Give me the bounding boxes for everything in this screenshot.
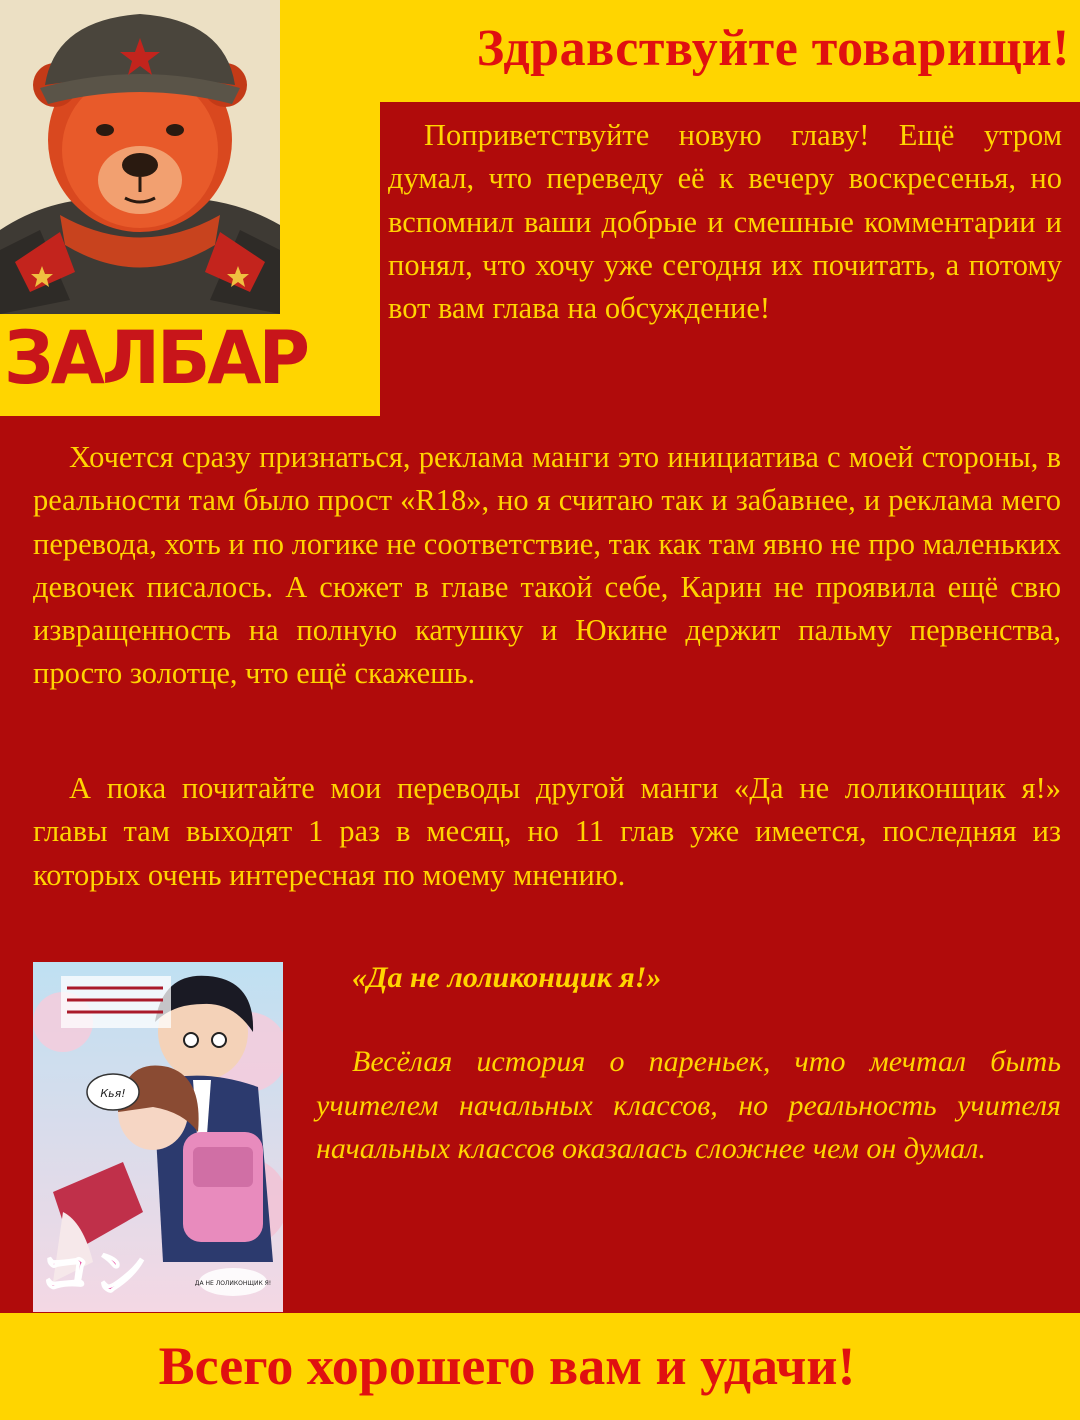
intro-paragraph [388,114,1062,330]
cover-subtitle-text: ДА НЕ ЛОЛИКОНЩИК Я! [194,1280,272,1287]
manga-title: «Да не лоликонщик я!» [352,961,662,994]
manga-description [316,1040,1061,1171]
logo-text: ЗАЛБАР [4,314,307,402]
bear-illustration [0,0,280,314]
body-paragraph-2-text: А пока почитайте мои переводы другой манги «Да не лоликонщик я!» главы там выходят 1 раз в месяц, но 11 глав уже имеется, последняя из которых очень интересная по моему мнению. [33,771,1061,892]
intro-text: Поприветствуйте новую главу! Ещё утром думал, что переведу её к вечеру воскресенья, но вспомнил ваши добрые и смешные комментарии и понял, что хочу уже сегодня их почитать, а потому вот вам глава на обсуждение! [388,118,1062,326]
cover-speech-text: Кья! [100,1087,126,1100]
body-paragraph-1 [33,436,1061,696]
farewell-heading: Всего хорошего вам и удачи! [158,1336,856,1396]
cover-logo-text: コン [39,1242,147,1305]
manga-cover-image [33,962,283,1312]
manga-description-text: Весёлая история о пареньек, что мечтал быть учителем начальных классов, но реальность учителя начальных классов оказалась сложнее чем он думал. [316,1045,1061,1165]
body-paragraph-1-text: Хочется сразу признаться, реклама манги это инициатива с моей стороны, в реальности там было прост «R18», но я считаю так и забавнее, и реклама мего перевода, хоть и по логике не соответствие, так как там явно не про маленьких девочек писалось. А сюжет в главе такой себе, Карин не проявила ещё свю извращенность на полную катушку и Юкине держит пальму первенства, просто золотце, что ещё скажешь. [33,440,1061,691]
body-paragraph-2 [33,767,1061,897]
greeting-heading: Здравствуйте товарищи! [476,20,1070,77]
